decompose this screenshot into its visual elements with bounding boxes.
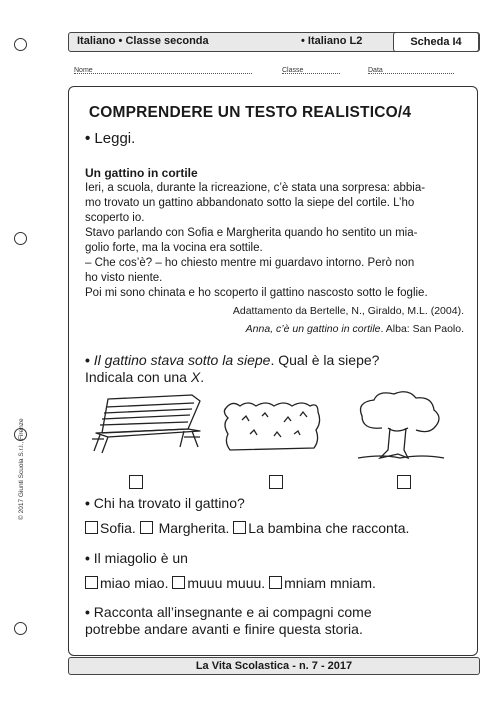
story-line: – Che cos’è? – ho chiesto mentre mi guardavo intorno. Però non: [85, 257, 415, 269]
option-checkbox[interactable]: [172, 576, 185, 589]
question-2-x: X: [190, 369, 201, 385]
story-line: Ieri, a scuola, durante la ricreazione, c’è stata una sorpresa: abbia-: [85, 182, 426, 194]
option-checkbox[interactable]: [140, 521, 153, 534]
option-checkbox[interactable]: [233, 521, 246, 534]
question-4: [85, 550, 188, 567]
tree-checkbox[interactable]: [397, 475, 411, 489]
question-2-italic: Il gattino stava sotto la siepe: [93, 352, 271, 368]
option-checkbox[interactable]: [85, 576, 98, 589]
book-publisher: . Alba: San Paolo.: [380, 323, 464, 335]
question-3: [85, 495, 245, 512]
bullet-icon: •: [85, 130, 95, 147]
story-line: golio forte, ma la vocina era sottile.: [85, 242, 263, 254]
tree-icon: [352, 388, 448, 462]
binder-hole-4: [14, 622, 27, 635]
copyright-text: © 2017 Giunti Scuola S.r.l., Firenze: [18, 418, 25, 520]
header-bar: [68, 32, 480, 52]
story-line: Poi mi sono chinata e ho scoperto il gattino nascosto sotto le foglie.: [85, 287, 428, 299]
question-2-line2: Indicala con una: [85, 369, 191, 385]
story-heading: Un gattino in cortile: [85, 166, 198, 180]
question-2: [85, 352, 379, 386]
question-3-text: Chi ha trovato il gattino?: [93, 495, 245, 511]
date-label: Data: [368, 67, 383, 74]
source-line-2: [246, 323, 464, 335]
option-margherita: Margherita.: [158, 520, 230, 536]
bench-checkbox[interactable]: [129, 475, 143, 489]
question-3-options: [85, 520, 409, 537]
footer-bar: [68, 657, 480, 675]
option-checkbox[interactable]: [85, 521, 98, 534]
story-line: ho visto niente.: [85, 272, 163, 284]
story-line: scoperto io.: [85, 212, 145, 224]
question-5-line1: Racconta all’insegnante e ai compagni come: [93, 604, 372, 620]
header-course: • Italiano L2: [301, 35, 363, 47]
class-label: Classe: [282, 67, 304, 74]
header-sheet-id: Scheda I4: [393, 32, 479, 52]
question-1-text: Leggi.: [94, 130, 136, 147]
story-line: mo trovato un gattino abbandonato sotto la siepe del cortile. L’ho: [85, 197, 415, 209]
question-4-text: Il miagolio è un: [93, 550, 188, 566]
story: [85, 166, 428, 301]
name-field[interactable]: [74, 67, 252, 74]
bench-icon: [88, 393, 206, 455]
footer-text: La Vita Scolastica - n. 7 - 2017: [195, 660, 353, 672]
hedge-icon: [222, 398, 322, 456]
bullet-icon: •: [85, 495, 94, 511]
question-4-options: [85, 575, 376, 592]
question-2-end: .: [200, 369, 205, 385]
option-muuu: muuu muuu.: [187, 575, 266, 591]
source-line-1: Adattamento da Bertelle, N., Giraldo, M.L. (2004).: [232, 305, 464, 317]
question-5: [85, 604, 372, 638]
binder-hole-1: [14, 38, 27, 51]
option-narrator: La bambina che racconta.: [248, 520, 410, 536]
bullet-icon: •: [85, 352, 94, 368]
story-line: Stavo parlando con Sofia e Margherita quando ho sentito un mia-: [85, 227, 418, 239]
book-title: Anna, c’è un gattino in cortile: [245, 323, 381, 335]
class-field[interactable]: [282, 67, 340, 74]
option-checkbox[interactable]: [269, 576, 282, 589]
page-title: COMPRENDERE UN TESTO REALISTICO/4: [88, 104, 412, 121]
question-5-line2: potrebbe andare avanti e finire questa storia.: [85, 621, 363, 637]
binder-hole-2: [14, 232, 27, 245]
option-sofia: Sofia.: [100, 520, 136, 536]
bullet-icon: •: [85, 550, 94, 566]
option-mniam: mniam mniam.: [284, 575, 376, 591]
name-label: Nome: [74, 67, 93, 74]
question-1: [85, 130, 135, 147]
header-subject: Italiano • Classe seconda: [77, 35, 209, 47]
hedge-checkbox[interactable]: [269, 475, 283, 489]
date-field[interactable]: [368, 67, 454, 74]
bullet-icon: •: [85, 604, 94, 620]
question-2-rest: . Qual è la siepe?: [270, 352, 380, 368]
option-miao: miao miao.: [100, 575, 169, 591]
